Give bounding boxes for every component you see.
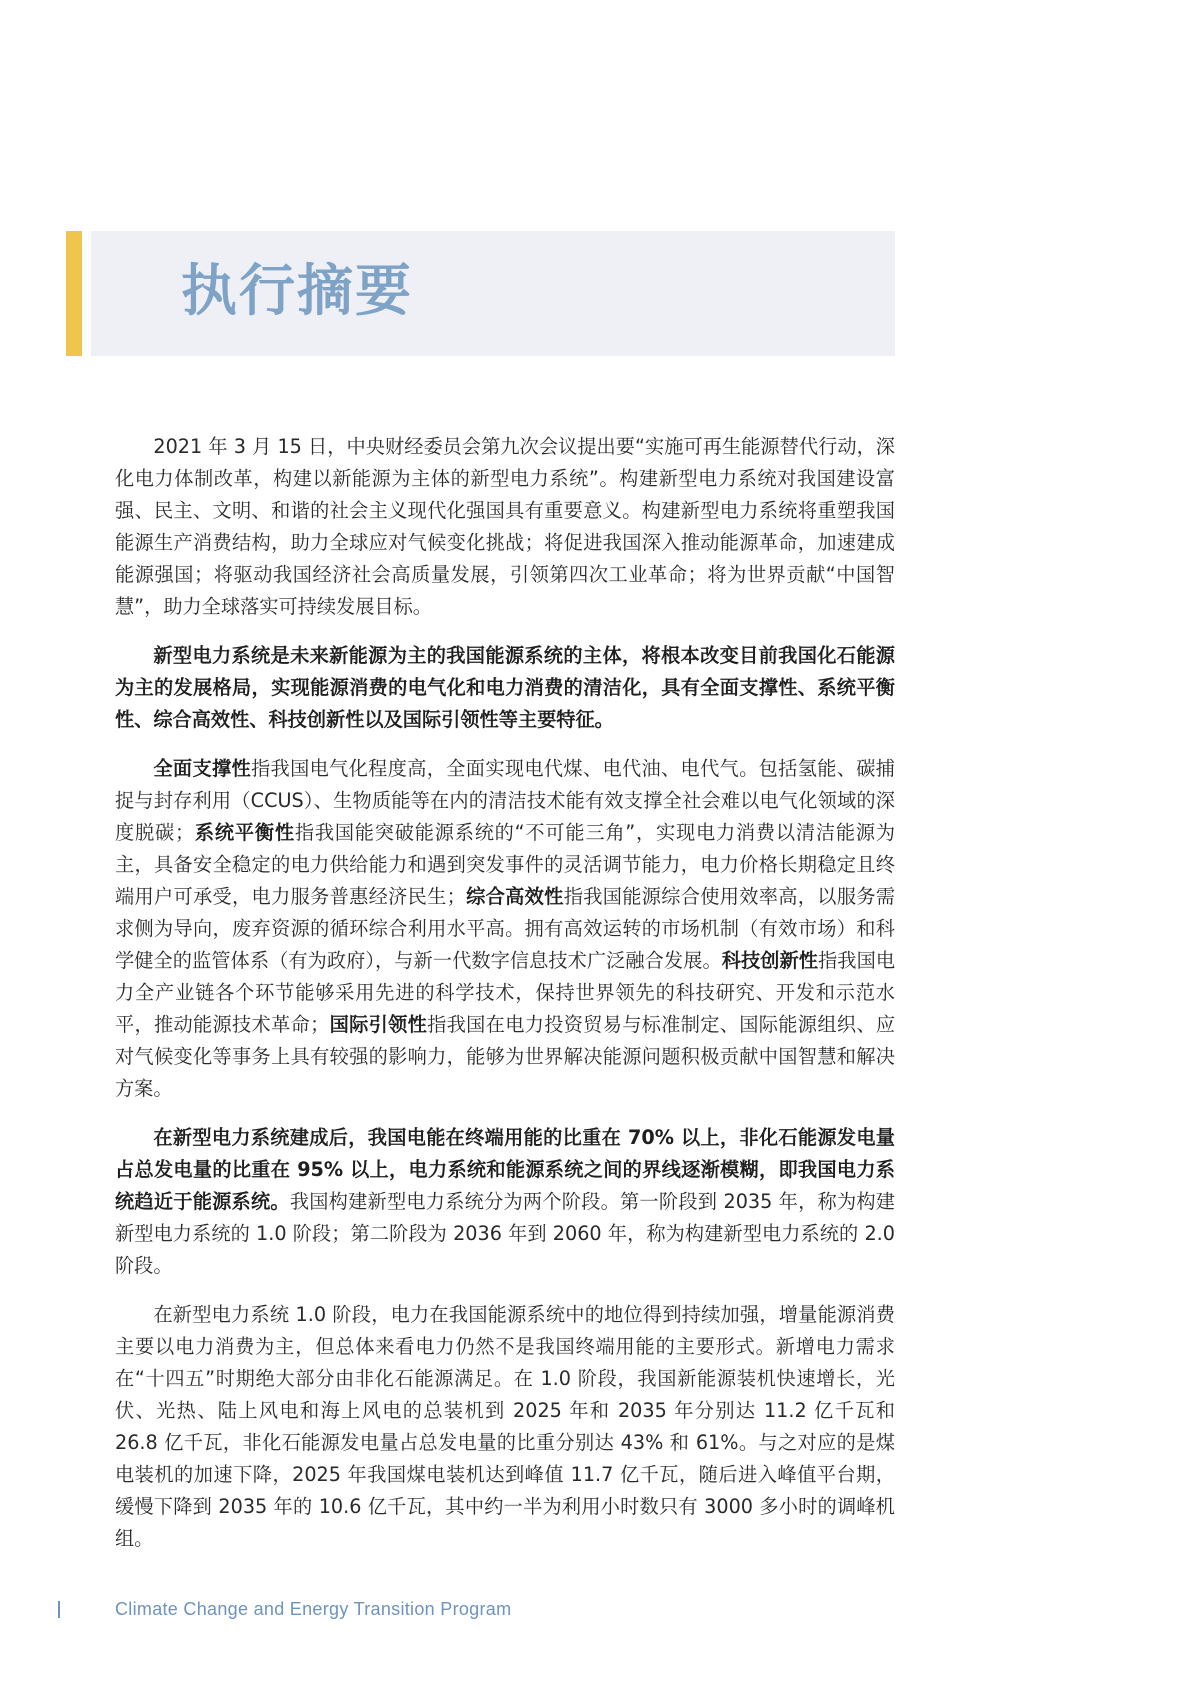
section-header bbox=[66, 231, 895, 356]
paragraph-5 bbox=[115, 1299, 895, 1555]
footer-divider bbox=[58, 1601, 60, 1618]
term-technological-innovation: 科技创新性 bbox=[721, 949, 819, 972]
paragraph-4 bbox=[115, 1122, 895, 1282]
executive-summary-body bbox=[115, 431, 895, 1572]
paragraph-4-text: 我国构建新型电力系统分为两个阶段。第一阶段到 2035 年，称为构建新型电力系统的 1.0 阶段；第二阶段为 2036 年到 2060 年，称为构建新型电力系统的 2.0 阶段。 bbox=[115, 1190, 895, 1277]
paragraph-3-text-5: 指我国在电力投资贸易与标准制定、国际能源组织、应对气候变化等事务上具有较强的影响力，能够为世界解决能源问题积极贡献中国智慧和解决方案。 bbox=[115, 1013, 896, 1100]
title-accent-bar bbox=[66, 231, 82, 356]
paragraph-2 bbox=[115, 640, 895, 736]
paragraph-2-bold-text: 新型电力系统是未来新能源为主的我国能源系统的主体，将根本改变目前我国化石能源为主的发展格局，实现能源消费的电气化和电力消费的清洁化，具有全面支撑性、系统平衡性、综合高效性、科技创新性以及国际引领性等主要特征。 bbox=[115, 644, 895, 731]
paragraph-3-text-1: 指我国电气化程度高，全面实现电代煤、电代油、电代气。包括氢能、碳捕捉与封存利用（CCUS）、生物质能等在内的清洁技术能有效支撑全社会难以电气化领域的深度脱碳； bbox=[115, 757, 895, 844]
paragraph-3-text-4: 指我国电力全产业链各个环节能够采用先进的科学技术，保持世界领先的科技研究、开发和示范水平，推动能源技术革命； bbox=[115, 949, 896, 1036]
paragraph-4-bold-text: 在新型电力系统建成后，我国电能在终端用能的比重在 70% 以上，非化石能源发电量占总发电量的比重在 95% 以上，电力系统和能源系统之间的界线逐渐模糊，即我国电力系统趋近于能源系统。 bbox=[115, 1126, 895, 1213]
paragraph-3 bbox=[115, 753, 895, 1105]
term-system-balance: 系统平衡性 bbox=[194, 821, 295, 844]
paragraph-1-text: 2021 年 3 月 15 日，中央财经委员会第九次会议提出要“实施可再生能源替代行动，深化电力体制改革，构建以新能源为主体的新型电力系统”。构建新型电力系统对我国建设富强、民主、文明、和谐的社会主义现代化强国具有重要意义。构建新型电力系统将重塑我国能源生产消费结构，助力全球应对气候变化挑战；将促进我国深入推动能源革命，加速建成能源强国；将驱动我国经济社会高质量发展，引领第四次工业革命；将为世界贡献“中国智慧”，助力全球落实可持续发展目标。 bbox=[115, 435, 895, 618]
paragraph-5-text: 在新型电力系统 1.0 阶段，电力在我国能源系统中的地位得到持续加强，增量能源消费主要以电力消费为主，但总体来看电力仍然不是我国终端用能的主要形式。新增电力需求在“十四五”时期绝大部分由非化石能源满足。在 1.0 阶段，我国新能源装机快速增长，光伏、光热、陆上风电和海上风电的总装机到 2025 年和 2035 年分别达 11.2 亿千瓦和 26.8 亿千瓦，非化石能源发电量占总发电量的比重分别达 43% 和 61%。与之对应的是煤电装机的加速下降，2025 年我国煤电装机达到峰值 11.7 亿千瓦，随后进入峰值平台期，缓慢下降到 2035 年的 10.6 亿千瓦，其中约一半为利用小时数只有 3000 多小时的调峰机组。 bbox=[115, 1303, 895, 1550]
paragraph-1 bbox=[115, 431, 895, 623]
paragraph-3-text-3: 指我国能源综合使用效率高，以服务需求侧为导向，废弃资源的循环综合利用水平高。拥有高效运转的市场机制（有效市场）和科学健全的监管体系（有为政府），与新一代数字信息技术广泛融合发展。 bbox=[115, 885, 896, 972]
term-comprehensive-support: 全面支撑性 bbox=[153, 757, 252, 780]
paragraph-3-text-2: 指我国能突破能源系统的“不可能三角”，实现电力消费以清洁能源为主，具备安全稳定的电力供给能力和遇到突发事件的灵活调节能力，电力价格长期稳定且终端用户可承受，电力服务普惠经济民生； bbox=[115, 821, 896, 908]
footer-program-name: Climate Change and Energy Transition Program bbox=[115, 1599, 512, 1619]
term-international-leadership: 国际引领性 bbox=[329, 1013, 428, 1036]
page-title: 执行摘要 bbox=[181, 259, 413, 324]
term-comprehensive-efficiency: 综合高效性 bbox=[465, 885, 564, 908]
